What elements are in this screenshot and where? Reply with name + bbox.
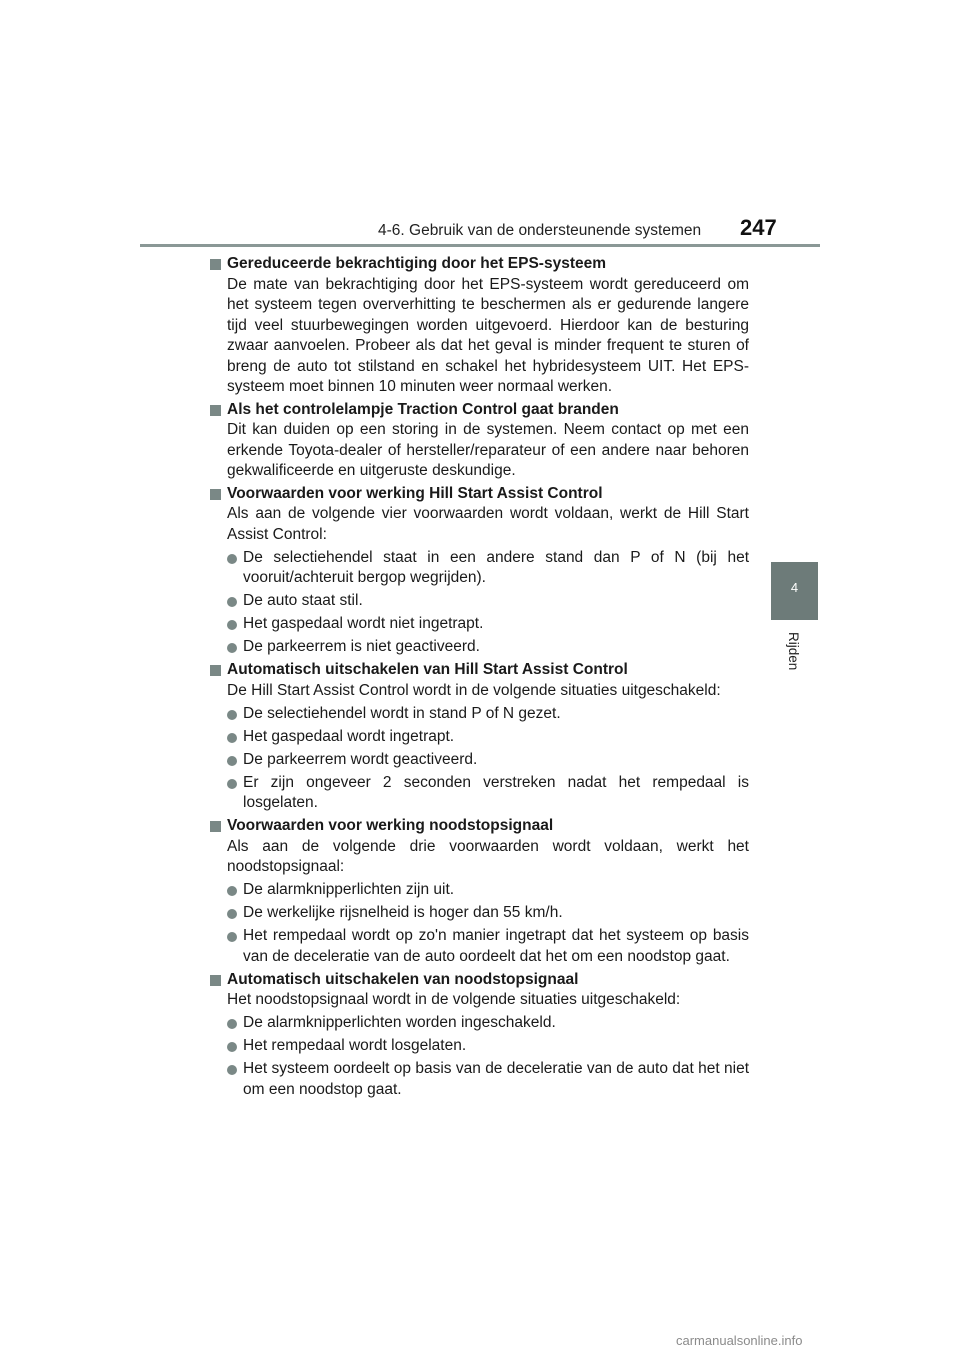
bullet-list (209, 880, 749, 967)
circle-bullet-icon (227, 1065, 237, 1075)
list-item (209, 704, 749, 725)
section (209, 660, 749, 814)
chapter-number: 4 (790, 580, 799, 595)
section (209, 400, 749, 482)
bullet-list (209, 548, 749, 658)
section-text: De mate van bekrachtiging door het EPS-systeem wordt gereduceerd om het systeem tegen oververhitting te beschermen als er gedurende langere tijd veel stuurbewegingen worden uitgevoerd. Hierdoor kan de besturing zwaar aanvoelen. Probeer als dat het geval is minder frequent te sturen of breng de auto tot stilstand en schakel het hybridesysteem UIT. Het EPS-systeem moet binnen 10 minuten weer normaal werken. (227, 275, 749, 395)
list-item (209, 1059, 749, 1100)
circle-bullet-icon (227, 597, 237, 607)
page-number: 247 (740, 215, 777, 240)
section-title (209, 254, 749, 275)
section-title-text: Als het controlelampje Traction Control gaat branden (227, 400, 619, 418)
list-item (209, 614, 749, 635)
circle-bullet-icon (227, 932, 237, 942)
list-item-text: De parkeerrem wordt geactiveerd. (243, 750, 478, 768)
section-title (209, 970, 749, 991)
circle-bullet-icon (227, 733, 237, 743)
list-item (209, 880, 749, 901)
section-text: Als aan de volgende vier voorwaarden wordt voldaan, werkt de Hill Start Assist Control: (227, 505, 749, 543)
circle-bullet-icon (227, 643, 237, 653)
circle-bullet-icon (227, 756, 237, 766)
chapter-tab[interactable] (771, 562, 818, 620)
list-item-text: Het gaspedaal wordt ingetrapt. (243, 727, 455, 745)
list-item-text: Het gaspedaal wordt niet ingetrapt. (243, 615, 484, 632)
list-item (209, 548, 749, 589)
square-bullet-icon (210, 665, 221, 676)
list-item-text: De parkeerrem is niet geactiveerd. (243, 638, 480, 655)
section (209, 484, 749, 658)
section-text: Als aan de volgende drie voorwaarden wordt voldaan, werkt het noodstopsignaal: (227, 837, 749, 875)
list-item (209, 750, 749, 771)
section-title (209, 816, 749, 837)
chapter-label: Rijden (786, 632, 801, 671)
list-item-text: De alarmknipperlichten worden ingeschakeld. (243, 1014, 556, 1031)
circle-bullet-icon (227, 886, 237, 896)
circle-bullet-icon (227, 710, 237, 720)
page-header-title: 4-6. Gebruik van de ondersteunende systemen (378, 222, 702, 239)
list-item (209, 926, 749, 967)
list-item (209, 637, 749, 658)
list-item-text: De auto staat stil. (243, 592, 363, 609)
list-item (209, 773, 749, 814)
section-title (209, 660, 749, 681)
square-bullet-icon (210, 821, 221, 832)
page-content (209, 254, 749, 1103)
circle-bullet-icon (227, 909, 237, 919)
section (209, 254, 749, 398)
list-item (209, 727, 749, 748)
section-title-text: Gereduceerde bekrachtiging door het EPS-systeem (227, 255, 607, 272)
square-bullet-icon (210, 489, 221, 500)
circle-bullet-icon (227, 1019, 237, 1029)
list-item (209, 591, 749, 612)
list-item-text: Het rempedaal wordt losgelaten. (243, 1037, 467, 1054)
section-title-text: Automatisch uitschakelen van noodstopsignaal (227, 970, 579, 988)
circle-bullet-icon (227, 779, 237, 789)
bullet-list (209, 704, 749, 814)
square-bullet-icon (210, 259, 221, 270)
watermark: carmanualsonline.info (676, 1333, 803, 1348)
section-text: Het noodstopsignaal wordt in de volgende situaties uitgeschakeld: (227, 991, 681, 1008)
section-title-text: Voorwaarden voor werking noodstopsignaal (227, 817, 554, 834)
section (209, 970, 749, 1101)
section-title (209, 400, 749, 421)
bullet-list (209, 1013, 749, 1100)
list-item-text: Er zijn ongeveer 2 seconden verstreken nadat het rempedaal is losgelaten. (243, 773, 749, 811)
list-item-text: De alarmknipperlichten zijn uit. (243, 881, 455, 898)
circle-bullet-icon (227, 620, 237, 630)
section-title-text: Automatisch uitschakelen van Hill Start Assist Control (227, 661, 628, 678)
list-item-text: De selectiehendel wordt in stand P of N gezet. (243, 704, 561, 722)
header-rule (140, 244, 820, 247)
list-item (209, 1013, 749, 1034)
circle-bullet-icon (227, 1042, 237, 1052)
list-item-text: Het systeem oordeelt op basis van de deceleratie van de auto dat het niet om een noodstop gaat. (243, 1060, 749, 1098)
section-text: Dit kan duiden op een storing in de systemen. Neem contact op met een erkende Toyota-dealer of hersteller/reparateur of een andere naar behoren gekwalificeerde en uitgeruste deskundige. (227, 421, 749, 479)
list-item-text: Het rempedaal wordt op zo'n manier ingetrapt dat het systeem op basis van de deceleratie van de auto oordeelt dat het om een noodstop gaat. (243, 927, 749, 965)
list-item (209, 1036, 749, 1057)
section (209, 816, 749, 967)
list-item-text: De werkelijke rijsnelheid is hoger dan 55 km/h. (243, 904, 563, 921)
circle-bullet-icon (227, 554, 237, 564)
square-bullet-icon (210, 975, 221, 986)
square-bullet-icon (210, 405, 221, 416)
list-item-text: De selectiehendel staat in een andere stand dan P of N (bij het vooruit/achteruit bergop wegrijden). (243, 548, 749, 586)
section-title (209, 484, 749, 505)
list-item (209, 903, 749, 924)
section-title-text: Voorwaarden voor werking Hill Start Assist Control (227, 484, 603, 502)
section-text: De Hill Start Assist Control wordt in de volgende situaties uitgeschakeld: (227, 681, 721, 699)
